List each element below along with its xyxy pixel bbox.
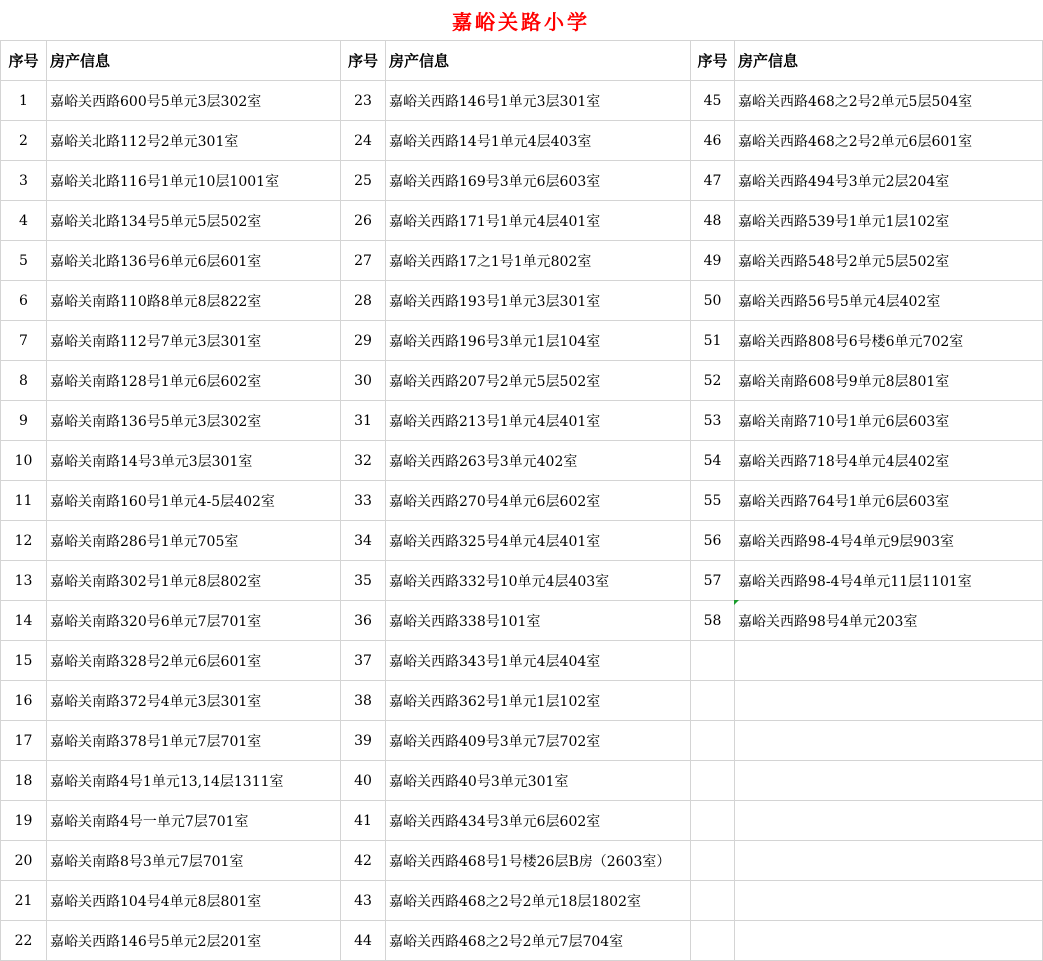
page-title: 嘉峪关路小学 [452,9,590,34]
property-info-cell[interactable] [735,841,1043,881]
table-row [691,641,1043,681]
property-info-cell[interactable]: 嘉峪关南路8号3单元7层701室 [47,841,341,881]
row-number-cell[interactable]: 7 [1,321,47,361]
property-info-cell[interactable]: 嘉峪关南路286号1单元705室 [47,521,341,561]
property-info-cell[interactable]: 嘉峪关西路718号4单元4层402室 [735,441,1043,481]
title-row[interactable] [0,0,1042,41]
table-row [1,281,341,321]
table-row [341,601,691,641]
row-number-cell[interactable]: 45 [691,81,735,121]
property-info-cell[interactable]: 嘉峪关南路112号7单元3层301室 [47,321,341,361]
table-row [1,921,341,961]
table-row [691,681,1043,721]
property-info-cell[interactable]: 嘉峪关南路136号5单元3层302室 [47,401,341,441]
row-number-cell[interactable]: 30 [341,361,386,401]
table-row [341,561,691,601]
table-row [341,641,691,681]
table-row [1,521,341,561]
table-row [341,241,691,281]
property-info-cell[interactable]: 嘉峪关西路468之2号2单元18层1802室 [386,881,691,921]
table-row [691,521,1043,561]
table-row [691,801,1043,841]
row-number-cell[interactable]: 40 [341,761,386,801]
row-number-cell[interactable]: 46 [691,121,735,161]
property-info-cell[interactable]: 嘉峪关西路764号1单元6层603室 [735,481,1043,521]
table-row [691,161,1043,201]
table-row [1,481,341,521]
property-info-cell[interactable]: 嘉峪关西路196号3单元1层104室 [386,321,691,361]
property-info-cell[interactable] [735,641,1043,681]
row-number-cell[interactable]: 48 [691,201,735,241]
row-number-cell[interactable]: 47 [691,161,735,201]
row-number-cell[interactable]: 33 [341,481,386,521]
property-info-cell[interactable]: 嘉峪关南路608号9单元8层801室 [735,361,1043,401]
table-row [1,681,341,721]
property-info-cell[interactable]: 嘉峪关西路362号1单元1层102室 [386,681,691,721]
table-row [341,201,691,241]
property-info-cell[interactable]: 嘉峪关南路328号2单元6层601室 [47,641,341,681]
row-number-cell[interactable]: 9 [1,401,47,441]
row-number-cell[interactable]: 38 [341,681,386,721]
row-number-cell[interactable]: 37 [341,641,386,681]
table-row [691,281,1043,321]
property-info-cell[interactable]: 嘉峪关西路213号1单元4层401室 [386,401,691,441]
table-row [1,601,341,641]
row-number-cell[interactable]: 13 [1,561,47,601]
table-row [1,841,341,881]
property-info-cell[interactable] [735,881,1043,921]
table-row [691,361,1043,401]
table-row [691,401,1043,441]
table-row [1,401,341,441]
property-info-cell[interactable] [735,721,1043,761]
property-info-cell[interactable]: 嘉峪关西路146号5单元2层201室 [47,921,341,961]
row-number-cell[interactable]: 58 [691,601,735,641]
property-info-cell[interactable]: 嘉峪关西路169号3单元6层603室 [386,161,691,201]
table-row [341,161,691,201]
row-number-cell[interactable]: 21 [1,881,47,921]
table-row [1,801,341,841]
row-number-cell[interactable]: 44 [341,921,386,961]
property-info-cell[interactable]: 嘉峪关西路409号3单元7层702室 [386,721,691,761]
property-info-cell[interactable]: 嘉峪关西路193号1单元3层301室 [386,281,691,321]
table-block-2 [340,40,691,961]
row-number-cell[interactable]: 35 [341,561,386,601]
property-info-cell[interactable]: 嘉峪关西路338号101室 [386,601,691,641]
property-info-cell[interactable]: 嘉峪关北路112号2单元301室 [47,121,341,161]
table-row [691,81,1043,121]
table-row [691,721,1043,761]
header-info-cell[interactable]: 房产信息 [386,41,691,81]
table-row [341,881,691,921]
row-number-cell[interactable]: 28 [341,281,386,321]
row-number-cell[interactable]: 1 [1,81,47,121]
table-row [341,681,691,721]
table-row [1,641,341,681]
property-info-cell[interactable]: 嘉峪关西路104号4单元8层801室 [47,881,341,921]
table-row [691,321,1043,361]
row-number-cell[interactable]: 12 [1,521,47,561]
header-index-cell[interactable]: 序号 [341,41,386,81]
table-block-1 [0,40,341,961]
table-row [691,841,1043,881]
row-number-cell[interactable]: 34 [341,521,386,561]
property-info-cell[interactable]: 嘉峪关西路263号3单元402室 [386,441,691,481]
property-info-cell[interactable]: 嘉峪关西路600号5单元3层302室 [47,81,341,121]
property-info-cell[interactable]: 嘉峪关西路98-4号4单元11层1101室 [735,561,1043,601]
table-row [341,81,691,121]
table-row [1,361,341,401]
table-row [691,201,1043,241]
table-row [691,121,1043,161]
row-number-cell[interactable]: 2 [1,121,47,161]
row-number-cell[interactable] [691,641,735,681]
header-index-cell[interactable]: 序号 [1,41,47,81]
table-row [341,521,691,561]
row-number-cell[interactable]: 26 [341,201,386,241]
row-number-cell[interactable]: 16 [1,681,47,721]
table-row [691,241,1043,281]
property-info-cell[interactable]: 嘉峪关北路134号5单元5层502室 [47,201,341,241]
row-number-cell[interactable]: 17 [1,721,47,761]
property-info-cell[interactable]: 嘉峪关西路468之2号2单元7层704室 [386,921,691,961]
header-index-cell[interactable]: 序号 [691,41,735,81]
row-number-cell[interactable]: 29 [341,321,386,361]
property-info-cell[interactable]: 嘉峪关南路372号4单元3层301室 [47,681,341,721]
property-info-cell[interactable]: 嘉峪关南路4号一单元7层701室 [47,801,341,841]
property-info-cell[interactable]: 嘉峪关西路56号5单元4层402室 [735,281,1043,321]
property-info-cell[interactable]: 嘉峪关南路302号1单元8层802室 [47,561,341,601]
row-number-cell[interactable]: 24 [341,121,386,161]
property-info-cell[interactable]: 嘉峪关南路378号1单元7层701室 [47,721,341,761]
row-number-cell[interactable]: 49 [691,241,735,281]
property-info-cell[interactable]: 嘉峪关南路4号1单元13,14层1311室 [47,761,341,801]
row-number-cell[interactable]: 23 [341,81,386,121]
table-row [1,761,341,801]
row-number-cell[interactable]: 19 [1,801,47,841]
header-info-cell[interactable]: 房产信息 [47,41,341,81]
property-info-cell[interactable]: 嘉峪关西路207号2单元5层502室 [386,361,691,401]
row-number-cell[interactable]: 25 [341,161,386,201]
property-info-cell[interactable] [735,921,1043,961]
row-number-cell[interactable]: 52 [691,361,735,401]
table-row [1,721,341,761]
property-info-cell[interactable]: 嘉峪关北路116号1单元10层1001室 [47,161,341,201]
row-number-cell[interactable]: 31 [341,401,386,441]
row-number-cell[interactable]: 15 [1,641,47,681]
row-number-cell[interactable]: 32 [341,441,386,481]
property-info-cell[interactable]: 嘉峪关南路110路8单元8层822室 [47,281,341,321]
row-number-cell[interactable]: 41 [341,801,386,841]
header-row [341,41,691,81]
table-row [341,721,691,761]
property-info-cell[interactable]: 嘉峪关南路710号1单元6层603室 [735,401,1043,441]
row-number-cell[interactable]: 18 [1,761,47,801]
property-info-cell[interactable]: 嘉峪关西路468号1号楼26层B房（2603室） [386,841,691,881]
table-row [341,361,691,401]
data-grid [0,40,1043,961]
property-info-cell[interactable]: 嘉峪关西路146号1单元3层301室 [386,81,691,121]
table-row [341,841,691,881]
property-info-cell[interactable]: 嘉峪关西路332号10单元4层403室 [386,561,691,601]
property-info-cell[interactable]: 嘉峪关西路539号1单元1层102室 [735,201,1043,241]
property-info-cell[interactable]: 嘉峪关西路325号4单元4层401室 [386,521,691,561]
property-info-cell[interactable]: 嘉峪关北路136号6单元6层601室 [47,241,341,281]
table-row [691,921,1043,961]
row-number-cell[interactable]: 27 [341,241,386,281]
row-number-cell[interactable]: 8 [1,361,47,401]
property-info-cell[interactable]: 嘉峪关南路14号3单元3层301室 [47,441,341,481]
table-row [341,481,691,521]
row-number-cell[interactable]: 50 [691,281,735,321]
row-number-cell[interactable]: 14 [1,601,47,641]
property-info-cell[interactable] [735,801,1043,841]
row-number-cell[interactable]: 53 [691,401,735,441]
property-info-cell[interactable]: 嘉峪关西路494号3单元2层204室 [735,161,1043,201]
header-row [691,41,1043,81]
table-row [341,121,691,161]
property-info-cell[interactable] [735,681,1043,721]
row-number-cell[interactable] [691,761,735,801]
row-number-cell[interactable]: 3 [1,161,47,201]
header-info-cell[interactable]: 房产信息 [735,41,1043,81]
table-row [691,601,1043,641]
property-info-cell[interactable]: 嘉峪关西路98-4号4单元9层903室 [735,521,1043,561]
table-row [1,81,341,121]
property-info-cell[interactable]: 嘉峪关南路160号1单元4-5层402室 [47,481,341,521]
property-info-cell[interactable]: 嘉峪关西路171号1单元4层401室 [386,201,691,241]
property-info-cell[interactable]: 嘉峪关南路320号6单元7层701室 [47,601,341,641]
row-number-cell[interactable]: 57 [691,561,735,601]
table-row [341,281,691,321]
row-number-cell[interactable]: 11 [1,481,47,521]
table-row [1,881,341,921]
row-number-cell[interactable]: 36 [341,601,386,641]
table-row [691,481,1043,521]
table-row [691,761,1043,801]
row-number-cell[interactable]: 5 [1,241,47,281]
row-number-cell[interactable]: 6 [1,281,47,321]
property-info-cell[interactable]: 嘉峪关西路468之2号2单元6层601室 [735,121,1043,161]
table-row [691,881,1043,921]
table-row [1,121,341,161]
table-row [341,761,691,801]
row-number-cell[interactable]: 43 [341,881,386,921]
property-info-cell[interactable]: 嘉峪关西路270号4单元6层602室 [386,481,691,521]
table-row [1,441,341,481]
property-info-cell[interactable] [735,761,1043,801]
property-info-cell[interactable]: 嘉峪关西路343号1单元4层404室 [386,641,691,681]
row-number-cell[interactable]: 56 [691,521,735,561]
row-number-cell[interactable]: 51 [691,321,735,361]
row-number-cell[interactable]: 10 [1,441,47,481]
property-info-cell[interactable]: 嘉峪关西路434号3单元6层602室 [386,801,691,841]
row-number-cell[interactable] [691,801,735,841]
row-number-cell[interactable]: 39 [341,721,386,761]
table-row [341,921,691,961]
table-block-3 [690,40,1043,961]
row-number-cell[interactable]: 20 [1,841,47,881]
row-number-cell[interactable] [691,921,735,961]
table-row [1,321,341,361]
row-number-cell[interactable]: 22 [1,921,47,961]
row-number-cell[interactable]: 55 [691,481,735,521]
table-row [1,161,341,201]
table-row [341,321,691,361]
property-info-cell[interactable]: 嘉峪关西路40号3单元301室 [386,761,691,801]
table-row [341,441,691,481]
property-info-cell[interactable]: 嘉峪关西路808号6号楼6单元702室 [735,321,1043,361]
property-info-cell[interactable]: 嘉峪关南路128号1单元6层602室 [47,361,341,401]
table-row [691,561,1043,601]
row-number-cell[interactable] [691,681,735,721]
cell-comment-marker-icon [734,600,739,605]
row-number-cell[interactable]: 42 [341,841,386,881]
table-row [1,241,341,281]
property-info-cell[interactable]: 嘉峪关西路468之2号2单元5层504室 [735,81,1043,121]
property-info-cell[interactable]: 嘉峪关西路98号4单元203室 [735,601,1043,641]
table-row [1,561,341,601]
row-number-cell[interactable] [691,841,735,881]
table-row [341,801,691,841]
table-row [1,201,341,241]
property-info-cell[interactable]: 嘉峪关西路14号1单元4层403室 [386,121,691,161]
property-info-cell[interactable]: 嘉峪关西路548号2单元5层502室 [735,241,1043,281]
row-number-cell[interactable]: 54 [691,441,735,481]
row-number-cell[interactable] [691,881,735,921]
table-row [341,401,691,441]
row-number-cell[interactable] [691,721,735,761]
header-row [1,41,341,81]
row-number-cell[interactable]: 4 [1,201,47,241]
property-info-cell[interactable]: 嘉峪关西路17之1号1单元802室 [386,241,691,281]
table-row [691,441,1043,481]
